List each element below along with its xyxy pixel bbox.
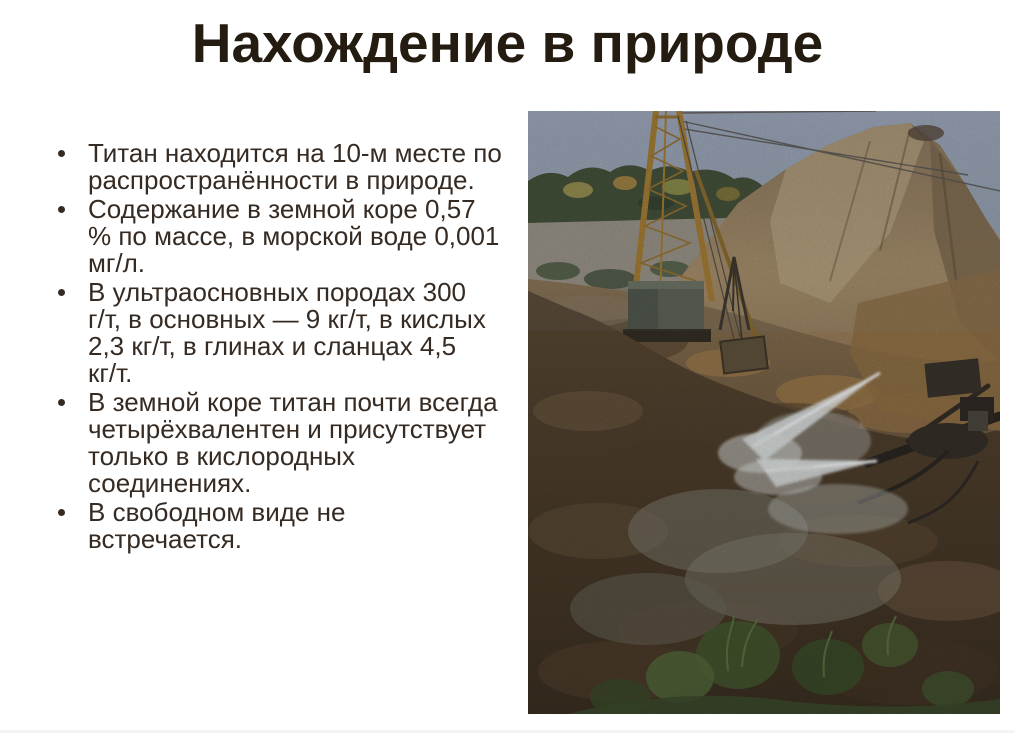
bullet-item (55, 499, 515, 553)
bullet-item (55, 196, 515, 277)
bullet-list (55, 140, 515, 555)
bullet-marker (58, 206, 65, 213)
slide-title: Нахождение в природе (191, 12, 824, 74)
bullet-text-line: % по массе, в морской воде 0,001 (88, 221, 500, 251)
bullet-text-line: только в кислородных (88, 441, 355, 471)
bullet-marker (58, 289, 65, 296)
bullet-marker (58, 509, 65, 516)
bullet-item (55, 140, 515, 194)
bullet-text-line: В ультраосновных породах 300 (88, 277, 466, 307)
bullet-text-line: г/т, в основных — 9 кг/т, в кислых (88, 304, 486, 334)
bullet-text-line: распространённости в природе. (88, 165, 475, 195)
bullet-item (55, 279, 515, 387)
bullet-text-line: встречается. (88, 524, 243, 554)
bullet-marker (58, 150, 65, 157)
bullet-text-line: Титан находится на 10-м месте по (88, 138, 502, 168)
bullet-text-line: В свободном виде не (88, 497, 346, 527)
bullet-text-line: четырёхвалентен и присутствует (88, 414, 487, 444)
film-grain (528, 111, 1000, 714)
quarry-photo (528, 111, 1000, 714)
bullet-text-line: соединениях. (88, 468, 252, 498)
bullet-text-line: кг/т. (88, 358, 133, 388)
bullet-text-line: Содержание в земной коре 0,57 (88, 194, 476, 224)
bullet-marker (58, 399, 65, 406)
bullet-text-line: 2,3 кг/т, в глинах и сланцах 4,5 (88, 331, 457, 361)
bullet-text-line: В земной коре титан почти всегда (88, 387, 498, 417)
bullet-text-line: мг/л. (88, 248, 145, 278)
bullet-item (55, 389, 515, 497)
quarry-photo-illustration (528, 111, 1000, 714)
